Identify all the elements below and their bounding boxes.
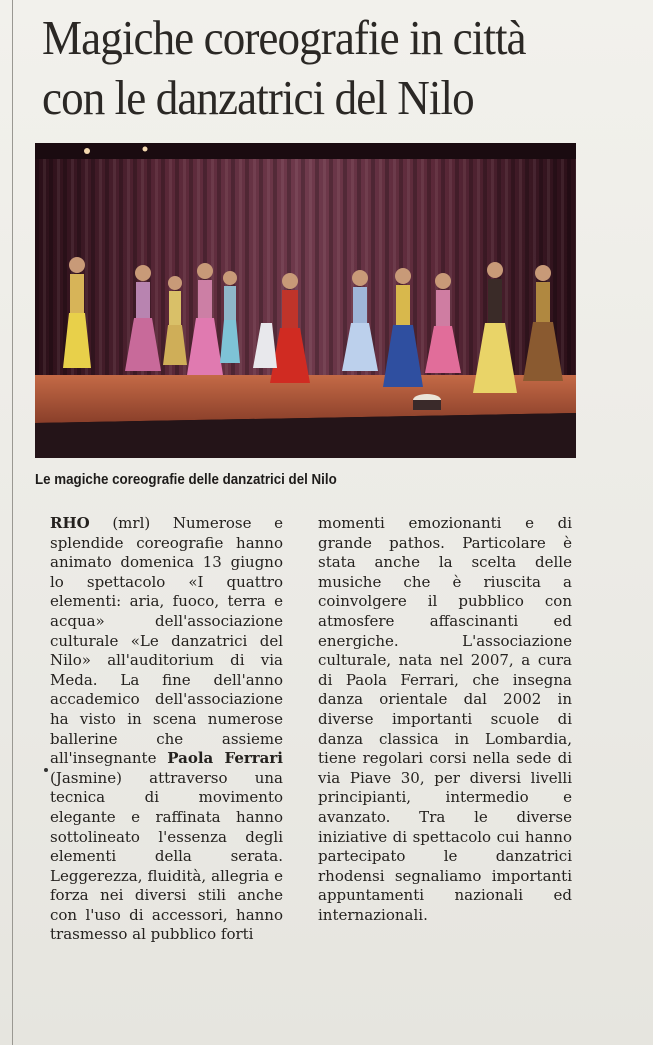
column-rule [12,0,13,1045]
photo-caption: Le magiche coreografie delle danzatrici del Nilo [35,472,337,488]
teacher-name: Paola Ferrari [167,749,283,768]
stage-dancers-photo [35,143,576,458]
headline-line-2: con le danzatrici del Nilo [42,70,474,125]
byline: (mrl) [112,514,151,532]
article-column-right [318,514,572,925]
headline-line-1: Magiche coreografie in città [42,10,526,65]
headline [42,8,576,128]
bullet-mark [44,768,48,772]
article-continuation: (Jasmine) attraverso una tecnica di movimento elegante e raffinata hanno sottolineato l'essenza degli elementi della serata. Leggerezza, fluidità, allegria e forza nei diversi stili anche con l'uso di accessori, hanno trasmesso al pubblico forti [50,768,283,944]
article-column-left [50,514,283,945]
dateline: RHO [50,514,90,532]
article-body-left [50,514,283,945]
article-lead: Numerose e splendide coreografie hanno animato domenica 13 giugno lo spettacolo «I quattro elementi: aria, fuoco, terra e acqua» dell'associazione culturale «Le danzatrici del Nilo» all'auditorium di via Meda. La fine dell'anno accademico dell'associazione ha visto in scena numerose ballerine che assieme all'insegnante [50,514,283,768]
article-body-right: momenti emozionanti e di grande pathos. Particolare è stata anche la scelta delle musiche che è riuscita a coinvolgere il pubblico con atmosfere affascinanti ed energiche. L'associazione culturale, nata nel 2007, a cura di Paola Ferrari, che insegna danza orientale dal 2002 in diverse importanti scuole di danza classica in Lombardia, tiene regolari corsi nella sede di via Piave 30, per diversi livelli principianti, intermedio e avanzato. Tra le diverse iniziative di spettacolo cui hanno partecipato le danzatrici rhodensi segnaliamo importanti appuntamenti nazionali ed internazionali. [318,514,572,924]
photo-illustration [35,143,576,458]
